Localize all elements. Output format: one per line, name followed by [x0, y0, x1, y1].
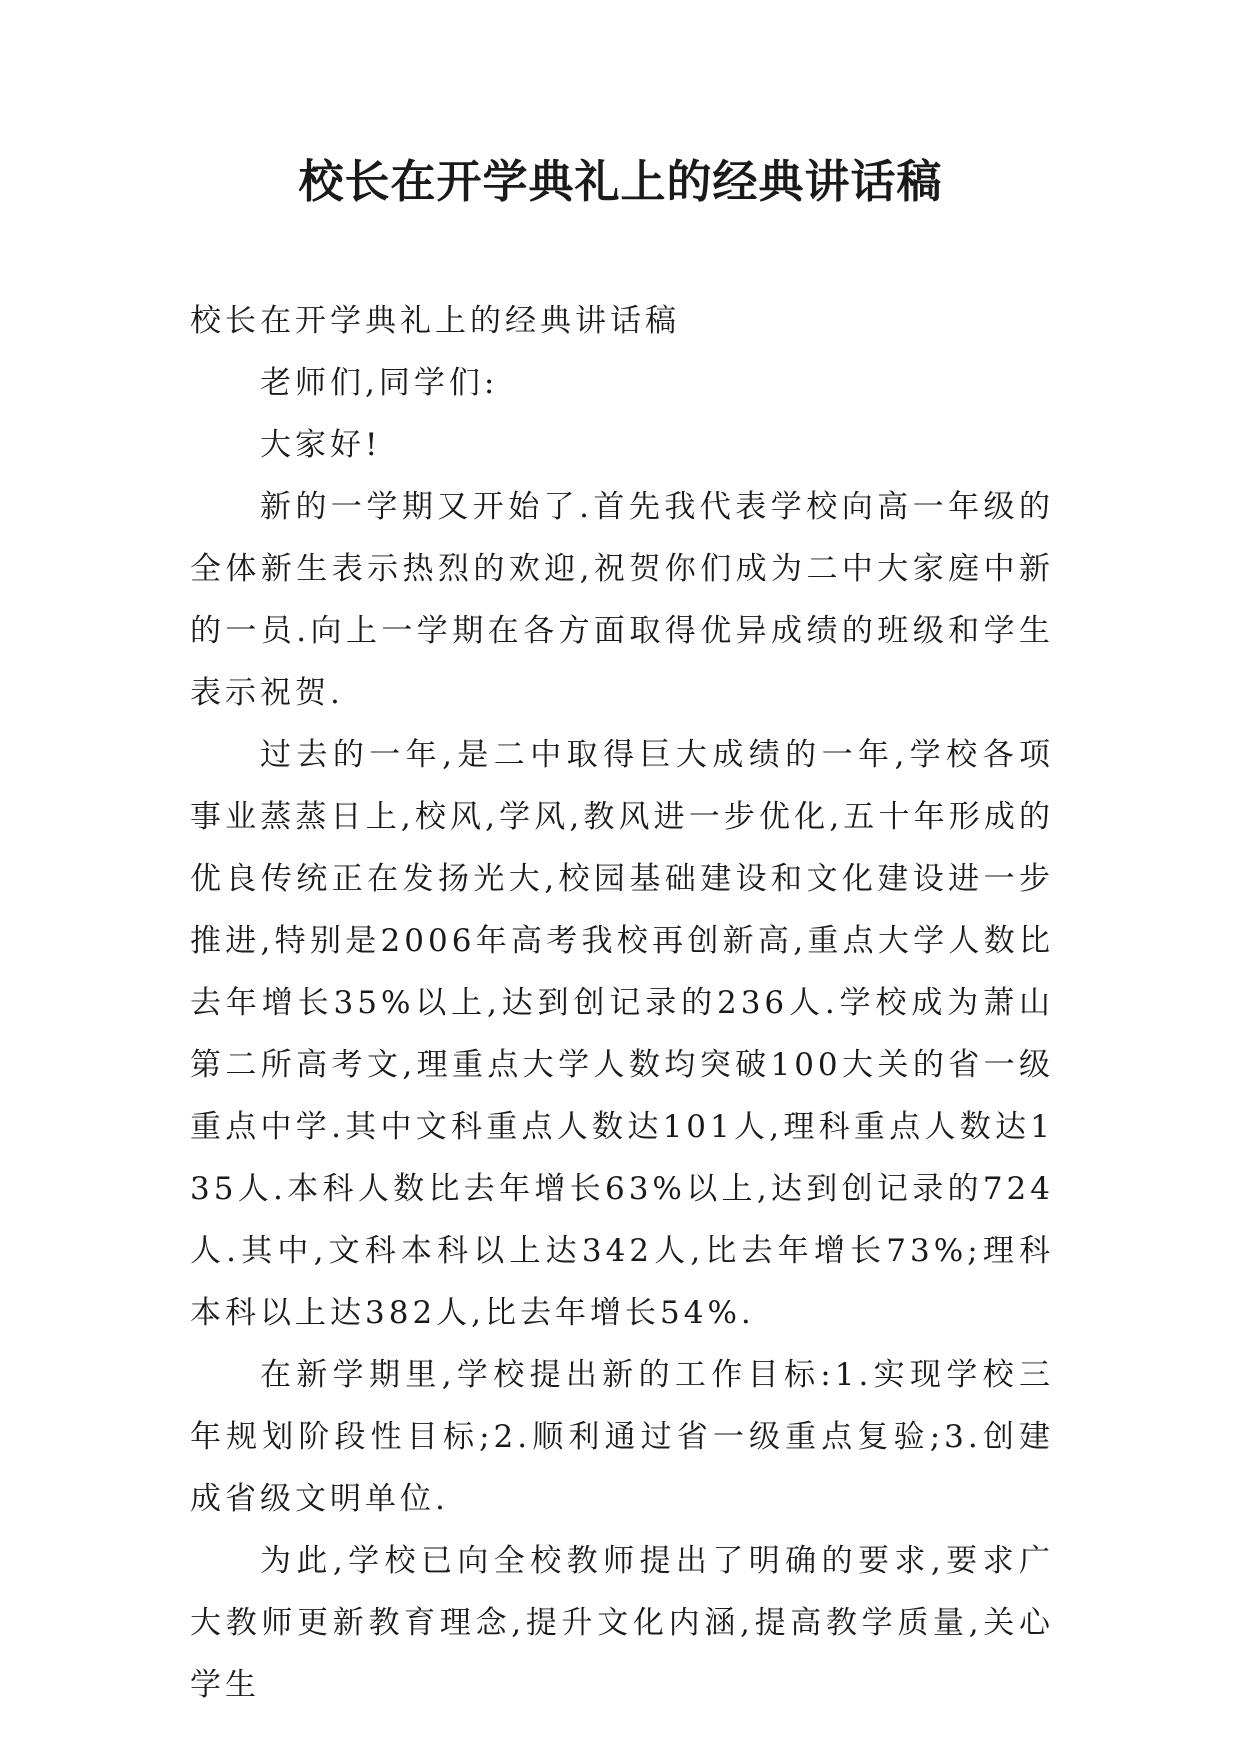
salutation: 老师们,同学们: — [260, 365, 499, 401]
document-body — [190, 290, 1054, 1716]
body-heading-line: 校长在开学典礼上的经典讲话稿 — [190, 303, 680, 339]
paragraph-goals: 在新学期里,学校提出新的工作目标:1.实现学校三年规划阶段性目标;2.顺利通过省一级重点复验;3.创建成省级文明单位. — [190, 1357, 1054, 1517]
paragraph-requirements: 为此,学校已向全校教师提出了明确的要求,要求广大教师更新教育理念,提升文化内涵,提高教学质量,关心学生 — [190, 1543, 1054, 1703]
paragraph-achievements: 过去的一年,是二中取得巨大成绩的一年,学校各项事业蒸蒸日上,校风,学风,教风进一步优化,五十年形成的优良传统正在发扬光大,校园基础建设和文化建设进一步推进,特别是2006年高考我校再创新高,重点大学人数比去年增长35%以上,达到创记录的236人.学校成为萧山第二所高考文,理重点大学人数均突破100大关的省一级重点中学.其中文科重点人数达101人,理科重点人数达135人.本科人数比去年增长63%以上,达到创记录的724人.其中,文科本科以上达342人,比去年增长73%;理科本科以上达382人,比去年增长54%. — [190, 737, 1054, 1331]
greeting: 大家好! — [260, 427, 382, 463]
document-title: 校长在开学典礼上的经典讲话稿 — [298, 155, 943, 208]
paragraph-welcome: 新的一学期又开始了.首先我代表学校向高一年级的全体新生表示热烈的欢迎,祝贺你们成为二中大家庭中新的一员.向上一学期在各方面取得优异成绩的班级和学生表示祝贺. — [190, 489, 1054, 711]
